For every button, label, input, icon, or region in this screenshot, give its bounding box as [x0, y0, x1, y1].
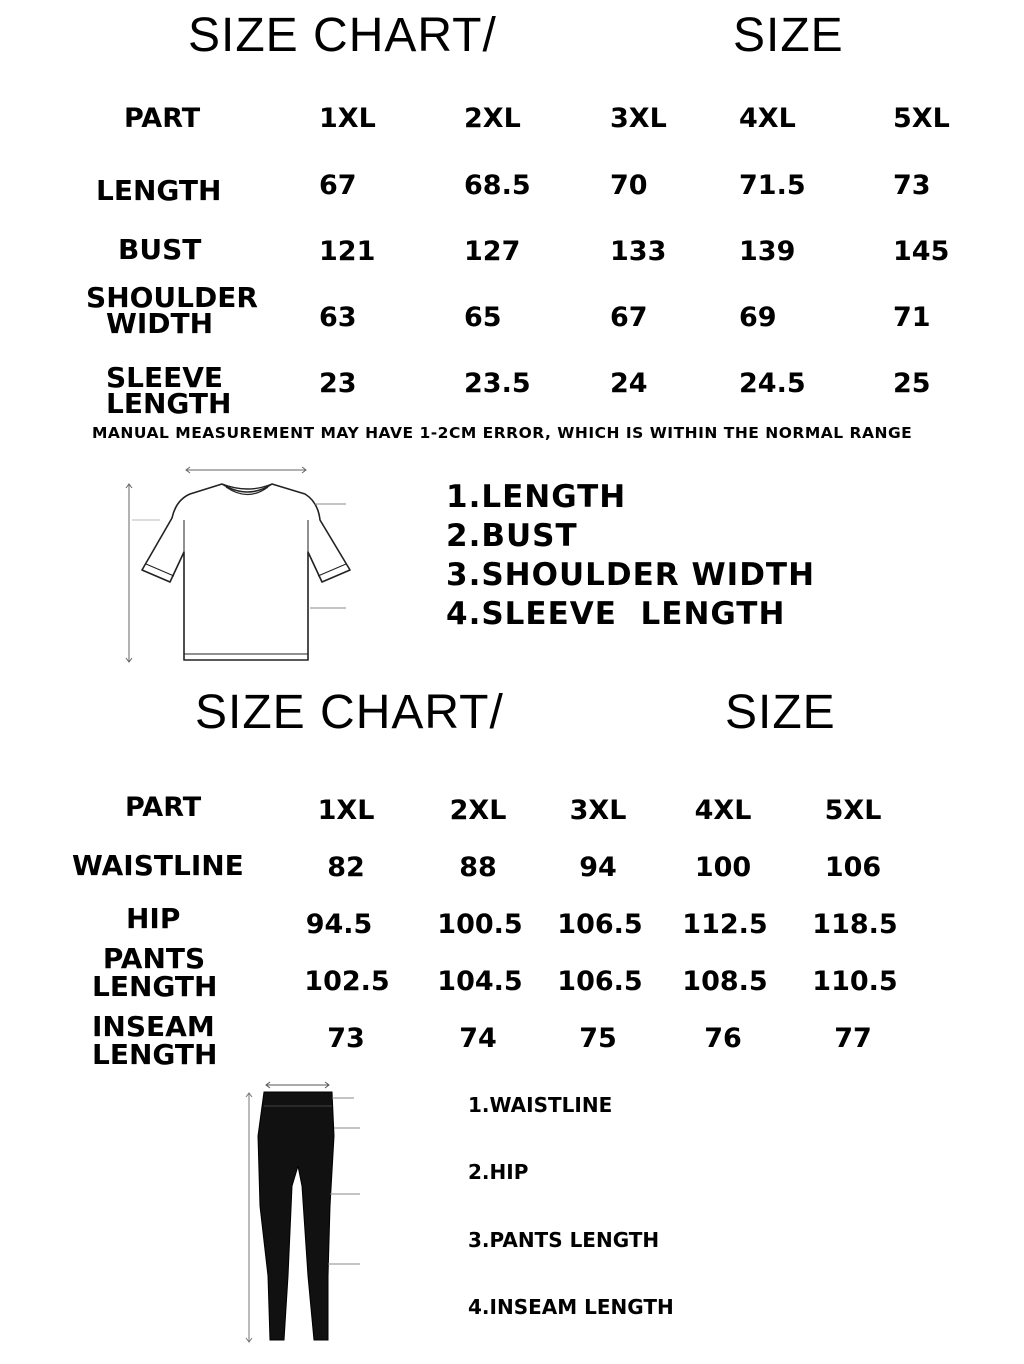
- bottom-cell: 94: [579, 852, 617, 883]
- top-cell: 23: [319, 368, 357, 399]
- top-chart-title-right: SIZE: [733, 9, 844, 62]
- top-header-part: PART: [124, 103, 201, 134]
- bottom-row-label-pants-length: [92, 942, 218, 1003]
- label-line: LENGTH: [92, 1038, 218, 1071]
- top-cell: 25: [893, 368, 931, 399]
- top-header-3xl: 3XL: [610, 103, 667, 134]
- label-line: SHOULDER: [86, 281, 258, 314]
- top-cell: 24.5: [739, 368, 806, 399]
- top-cell: 67: [610, 302, 648, 333]
- label-line: HIP: [126, 902, 181, 935]
- bottom-cell: 108.5: [682, 966, 768, 997]
- label-line: INSEAM: [92, 1010, 215, 1043]
- bottom-legend-item: 2.HIP: [468, 1160, 529, 1184]
- bottom-cell: 82: [327, 852, 365, 883]
- top-legend-item: 1.LENGTH: [446, 479, 627, 515]
- bottom-cell: 76: [704, 1023, 742, 1054]
- bottom-cell: 74: [459, 1023, 497, 1054]
- bottom-header-2xl: 2XL: [449, 795, 507, 826]
- bottom-row-label-inseam-length: [92, 1010, 218, 1071]
- bottom-legend-item: 3.PANTS LENGTH: [468, 1228, 660, 1252]
- bottom-cell: 106.5: [557, 966, 643, 997]
- bottom-cell: 75: [579, 1023, 617, 1054]
- bottom-cell: 100.5: [437, 909, 523, 940]
- top-cell: 69: [739, 302, 777, 333]
- bottom-chart-title-right: SIZE: [725, 686, 836, 739]
- measurement-note: MANUAL MEASUREMENT MAY HAVE 1-2CM ERROR, WHICH IS WITHIN THE NORMAL RANGE: [92, 424, 913, 442]
- bottom-cell: 112.5: [682, 909, 768, 940]
- bottom-chart-title-left: SIZE CHART/: [195, 686, 504, 739]
- top-cell: 67: [319, 170, 357, 201]
- top-chart-title-left: SIZE CHART/: [188, 9, 497, 62]
- top-cell: 133: [610, 236, 667, 267]
- top-row-label-shoulder-width: [84, 281, 260, 340]
- top-row-label-length: [96, 174, 222, 207]
- bottom-cell: 106.5: [557, 909, 643, 940]
- label-line: LENGTH: [92, 970, 218, 1003]
- bottom-cell: 94.5: [305, 909, 373, 940]
- top-row-label-bust: [118, 233, 202, 266]
- bottom-cell: 88: [459, 852, 497, 883]
- label-line: PANTS: [102, 942, 206, 975]
- top-cell: 73: [893, 170, 931, 201]
- top-header-1xl: 1XL: [319, 103, 376, 134]
- bottom-cell: 118.5: [812, 909, 898, 940]
- bottom-header-1xl: 1XL: [317, 795, 375, 826]
- top-header-2xl: 2XL: [464, 103, 521, 134]
- bottom-cell: 100: [694, 852, 752, 883]
- label-line: LENGTH: [96, 174, 222, 207]
- pants-diagram-icon: [236, 1076, 366, 1352]
- label-line: BUST: [118, 233, 202, 266]
- top-cell: 63: [319, 302, 357, 333]
- bottom-header-4xl: 4XL: [694, 795, 752, 826]
- label-line: LENGTH: [106, 387, 232, 420]
- top-cell: 139: [739, 236, 796, 267]
- top-legend-item: 2.BUST: [446, 518, 578, 554]
- top-cell: 71: [893, 302, 931, 333]
- top-legend-item: 4.SLEEVE LENGTH: [446, 596, 786, 632]
- top-row-label-sleeve-length: [106, 361, 236, 420]
- top-cell: 127: [464, 236, 521, 267]
- top-cell: 145: [893, 236, 950, 267]
- top-cell: 24: [610, 368, 648, 399]
- label-line: SLEEVE: [106, 361, 224, 394]
- top-cell: 70: [610, 170, 648, 201]
- label-line: WAISTLINE: [72, 849, 244, 882]
- bottom-cell: 102.5: [304, 966, 390, 997]
- bottom-header-part: PART: [125, 792, 202, 823]
- bottom-cell: 73: [327, 1023, 365, 1054]
- top-header-4xl: 4XL: [739, 103, 796, 134]
- top-cell: 68.5: [464, 170, 531, 201]
- bottom-cell: 110.5: [812, 966, 898, 997]
- bottom-row-label-hip: [126, 902, 181, 935]
- tshirt-diagram-icon: [110, 460, 370, 670]
- top-legend-item: 3.SHOULDER WIDTH: [446, 557, 816, 593]
- bottom-header-5xl: 5XL: [824, 795, 882, 826]
- bottom-legend-item: 4.INSEAM LENGTH: [468, 1295, 674, 1319]
- top-cell: 65: [464, 302, 502, 333]
- bottom-cell: 104.5: [437, 966, 523, 997]
- top-cell: 23.5: [464, 368, 531, 399]
- top-header-5xl: 5XL: [893, 103, 950, 134]
- top-cell: 121: [319, 236, 376, 267]
- top-cell: 71.5: [739, 170, 806, 201]
- bottom-cell: 106: [824, 852, 882, 883]
- bottom-row-label-waistline: [72, 849, 244, 882]
- bottom-cell: 77: [834, 1023, 872, 1054]
- label-line: WIDTH: [106, 307, 214, 340]
- bottom-header-3xl: 3XL: [569, 795, 627, 826]
- bottom-legend-item: 1.WAISTLINE: [468, 1093, 613, 1117]
